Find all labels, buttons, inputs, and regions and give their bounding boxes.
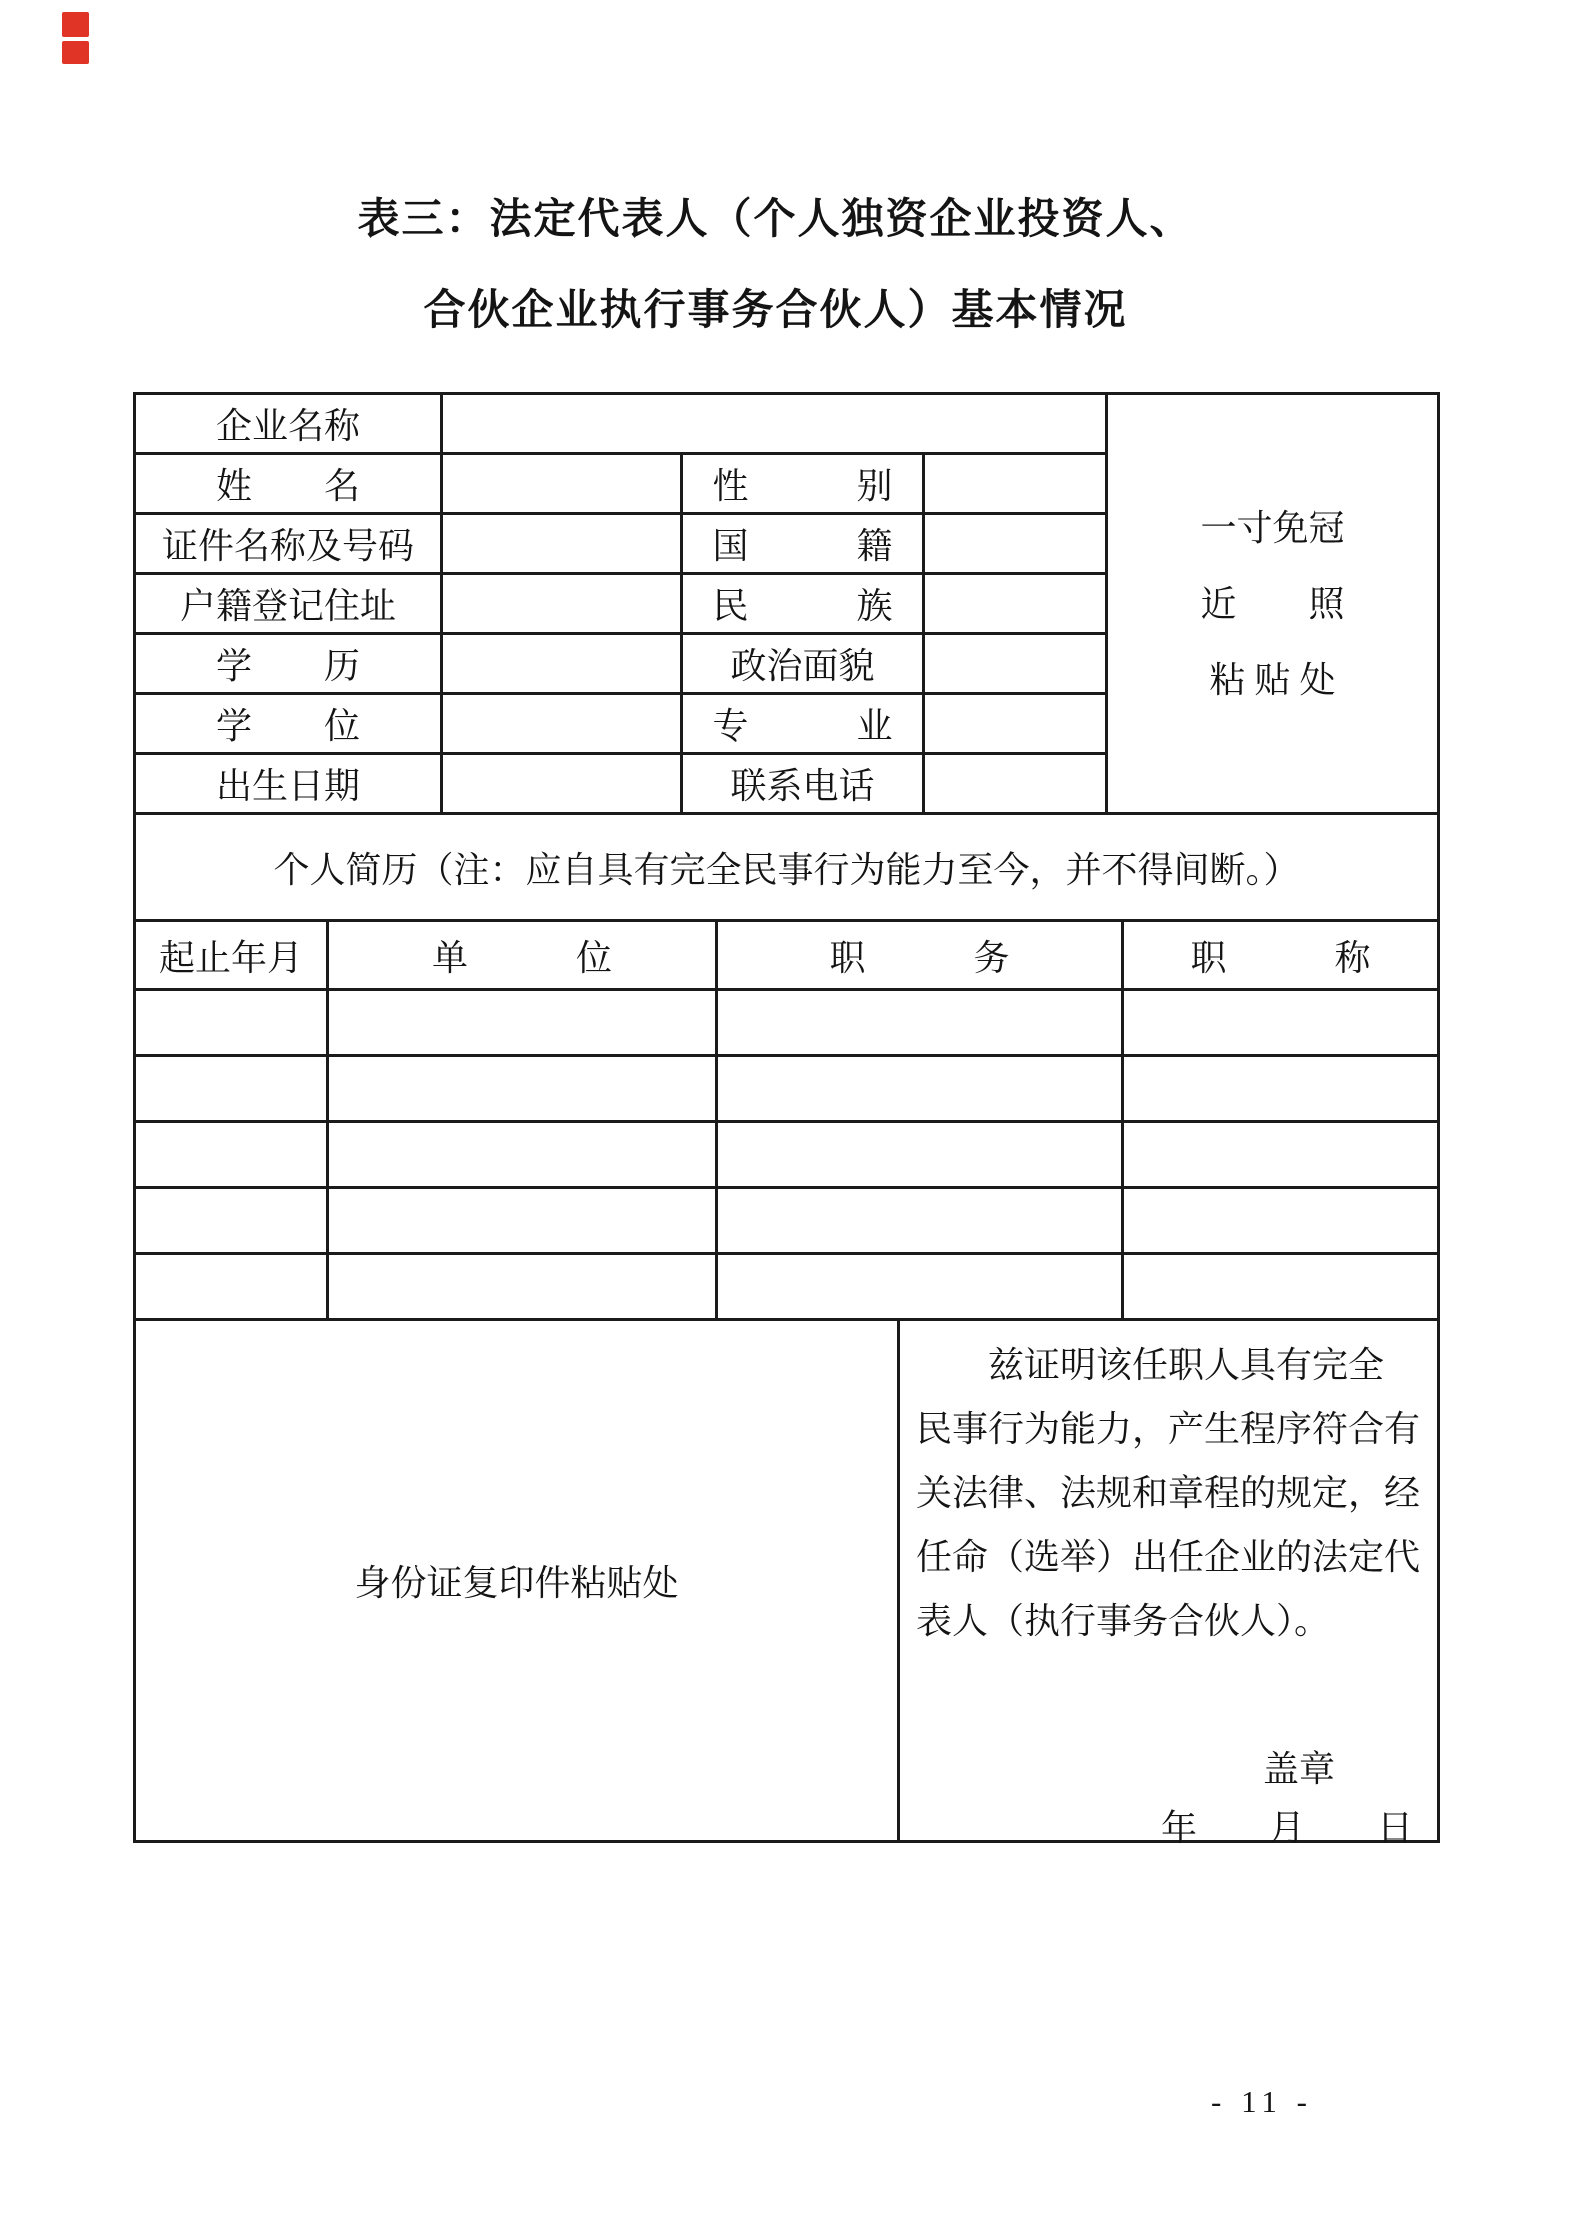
ethnicity-value-cell xyxy=(925,575,1108,635)
resume-empty-cell xyxy=(136,1123,329,1189)
certify-line: 表人（执行事务合伙人）。 xyxy=(916,1601,1331,1641)
birth-date-label: 出生日期 xyxy=(136,755,443,815)
photo-line-2: 近 照 xyxy=(1200,583,1345,624)
resume-empty-cell xyxy=(718,1123,1124,1189)
resume-empty-cell xyxy=(329,1057,718,1123)
major-value-cell xyxy=(925,695,1108,755)
form-table xyxy=(133,392,1440,1848)
seal-label: 盖章 xyxy=(1262,1749,1335,1789)
resume-empty-cell xyxy=(718,991,1124,1057)
certify-line: 关法律、法规和章程的规定，经 xyxy=(916,1473,1421,1513)
resume-header-title: 职 称 xyxy=(1124,922,1437,991)
photo-line-1: 一寸免冠 xyxy=(1200,507,1345,548)
resume-header-period: 起止年月 xyxy=(136,922,329,991)
resume-note: 个人简历（注：应自具有完全民事行为能力至今，并不得间断。） xyxy=(136,815,1437,922)
id-copy-paste-area: 身份证复印件粘贴处 xyxy=(136,1321,900,1840)
education-value-cell xyxy=(443,635,683,695)
page-number: - 11 - xyxy=(1211,2084,1313,2119)
form-title-line-1: 表三：法定代表人（个人独资企业投资人、 xyxy=(357,197,1194,243)
resume-empty-cell xyxy=(329,991,718,1057)
resume-empty-cell xyxy=(329,1255,718,1321)
resume-empty-cell xyxy=(1124,1189,1437,1255)
resume-empty-cell xyxy=(329,1189,718,1255)
photo-line-3: 粘 贴 处 xyxy=(1209,659,1336,700)
resume-empty-cell xyxy=(136,1189,329,1255)
major-label: 专 业 xyxy=(683,695,925,755)
ethnicity-label: 民 族 xyxy=(683,575,925,635)
resume-empty-cell xyxy=(718,1255,1124,1321)
nationality-label: 国 籍 xyxy=(683,515,925,575)
resume-empty-cell xyxy=(1124,1057,1437,1123)
registered-address-value-cell xyxy=(443,575,683,635)
certification-cell xyxy=(900,1321,1437,1848)
phone-value-cell xyxy=(925,755,1108,815)
birth-date-value-cell xyxy=(443,755,683,815)
name-value-cell xyxy=(443,455,683,515)
date-line: 年 月 日 xyxy=(1160,1808,1413,1848)
degree-label: 学 位 xyxy=(136,695,443,755)
gender-label: 性 别 xyxy=(683,455,925,515)
resume-empty-cell xyxy=(136,1057,329,1123)
name-label: 姓 名 xyxy=(136,455,443,515)
company-name-value-cell xyxy=(443,395,1108,455)
resume-header-employer: 单 位 xyxy=(329,922,718,991)
resume-empty-cell xyxy=(1124,991,1437,1057)
education-label: 学 历 xyxy=(136,635,443,695)
resume-empty-cell xyxy=(136,991,329,1057)
certify-line: 任命（选举）出任企业的法定代 xyxy=(916,1537,1421,1577)
company-name-label: 企业名称 xyxy=(136,395,443,455)
red-stamp-mark-bottom xyxy=(62,41,89,64)
nationality-value-cell xyxy=(925,515,1108,575)
id-document-label: 证件名称及号码 xyxy=(136,515,443,575)
resume-empty-cell xyxy=(136,1255,329,1321)
certify-line: 民事行为能力，产生程序符合有 xyxy=(916,1409,1421,1449)
certify-line: 兹证明该任职人具有完全 xyxy=(916,1345,1385,1385)
photo-paste-area xyxy=(1108,395,1437,815)
resume-empty-cell xyxy=(329,1123,718,1189)
degree-value-cell xyxy=(443,695,683,755)
certification-text xyxy=(900,1321,1437,1653)
red-stamp-mark-top xyxy=(62,12,89,37)
form-title-line-2: 合伙企业执行事务合伙人）基本情况 xyxy=(423,288,1128,334)
resume-header-position: 职 务 xyxy=(718,922,1124,991)
id-document-value-cell xyxy=(443,515,683,575)
resume-empty-cell xyxy=(718,1057,1124,1123)
registered-address-label: 户籍登记住址 xyxy=(136,575,443,635)
phone-label: 联系电话 xyxy=(683,755,925,815)
political-status-label: 政治面貌 xyxy=(683,635,925,695)
resume-empty-cell xyxy=(1124,1123,1437,1189)
gender-value-cell xyxy=(925,455,1108,515)
resume-empty-cell xyxy=(1124,1255,1437,1321)
political-status-value-cell xyxy=(925,635,1108,695)
resume-empty-cell xyxy=(718,1189,1124,1255)
